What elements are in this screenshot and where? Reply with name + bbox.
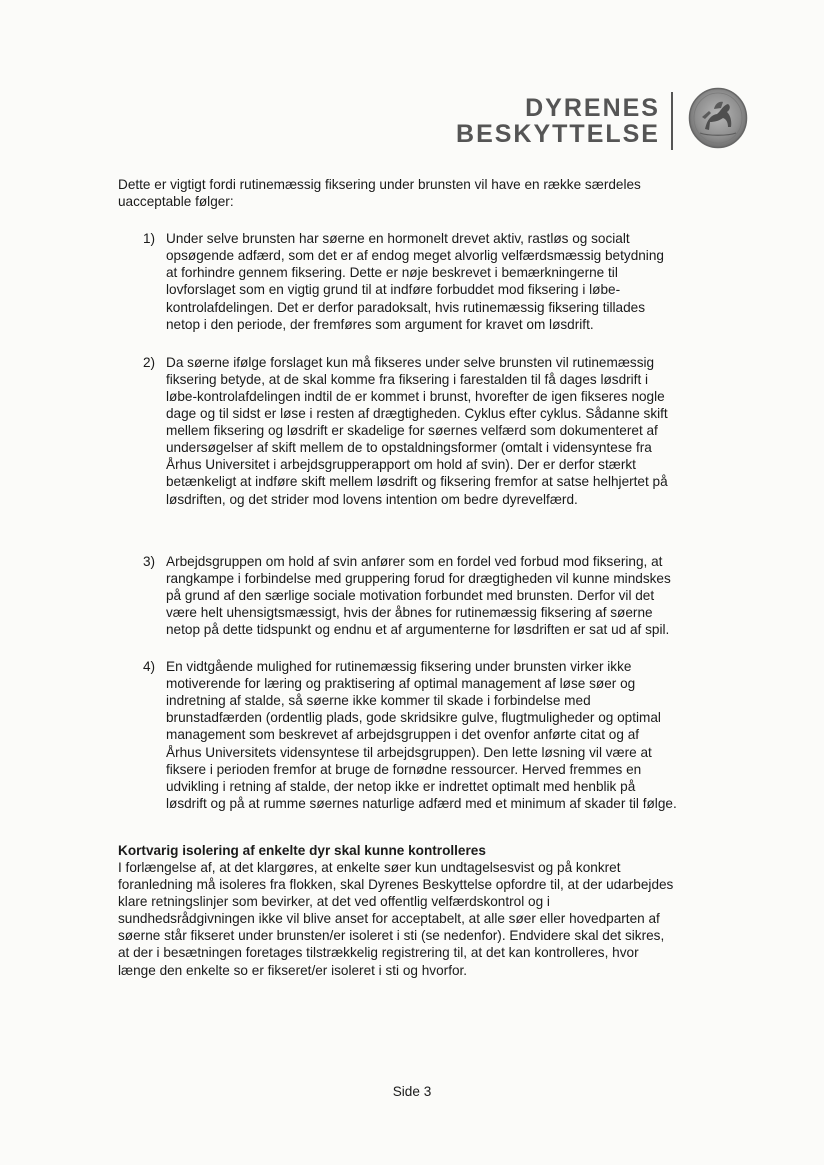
list-item-number: 3) <box>143 553 156 569</box>
logo-line-2: BESKYTTELSE <box>456 120 660 148</box>
list-item-text: Da søerne ifølge forslaget kun må fikseres under selve brunsten vil rutinemæssig fiksering betyde, at de skal komme fra fiksering i farestalden til få dages løsdrift i løbe-kontrolafdelingen indtil de er kommet i brunst, hvorefter de igen fikseres nogle dage og til sidst er løse i resten af drægtigheden. Cyklus efter cyklus. Sådanne skift mellem fiksering og løsdrift er skadelige for søernes velfærd som dokumenteret af undersøgelser af skift mellem de to opstaldningsformer (omtalt i vidensyntese fra Århus Universitet i arbejdsgrupperapport om hold af svin). Der er derfor stærkt betænkeligt at indføre skift mellem løsdrift og fiksering fremfor at satse helhjertet på løsdriften, og det strider mod lovens intention om bedre dyrevelfærd. <box>166 354 668 507</box>
section-body-paragraph: I forlængelse af, at det klargøres, at enkelte søer kun undtagelsesvist og på konkret foranledning må isoleres fra flokken, skal Dyrenes Beskyttelse opfordre til, at der udarbejdes klare retningslinjer som bevirker, at det ved offentlig velfærdskontrol og i sundhedsrådgivningen ikke vil blive anset for acceptabelt, at alle søer eller hovedparten af søerne står fikseret under brunsten/er isoleret i sti (se nedenfor). Endvidere skal det sikres, at der i besætningen foretages tilstrækkelig registrering til, at det kan kontrolleres, hvor længe den enkelte so er fikseret/er isoleret i sti og hvorfor. <box>118 860 674 978</box>
intro-paragraph: Dette er vigtigt fordi rutinemæssig fiksering under brunsten vil have en række særdeles uacceptable følger: <box>118 177 641 210</box>
list-item <box>118 230 678 333</box>
list-item-text: Under selve brunsten har søerne en hormonelt drevet aktiv, rastløs og socialt opsøgende adfærd, som det er af endog meget alvorlig velfærdsmæssig betydning at forhindre gennem fiksering. Dette er nøje beskrevet i bemærkningerne til lovforslaget som en vigtig grund til at indføre forbuddet mod fiksering i løbe-kontrolafdelingen. Det er derfor paradoksalt, hvis rutinemæssig fiksering tillades netop i den periode, der fremføres som argument for kravet om løsdrift. <box>166 231 664 332</box>
list-item <box>118 354 678 508</box>
list-item-number: 2) <box>143 354 156 370</box>
list-item-text: Arbejdsgruppen om hold af svin anfører som en fordel ved forbud mod fiksering, at rangkampe i forbindelse med gruppering forud for drægtigheden vil kunne mindskes på grund af den særlige sociale motivation forbundet med brunsten. Derfor vil det være helt uhensigtsmæssigt, hvis der åbnes for rutinemæssig fiksering af søerne netop på dette tidspunkt og endnu et af argumenterne for løsdriften er sat ud af spil. <box>166 553 671 637</box>
logo-divider <box>671 92 673 150</box>
section-heading: Kortvarig isolering af enkelte dyr skal kunne kontrolleres <box>118 842 486 858</box>
logo-line-1: DYRENES <box>525 94 660 122</box>
list-item <box>118 658 678 812</box>
page-number: Side 3 <box>392 1084 432 1099</box>
letter-content <box>118 176 678 979</box>
list-item-number: 4) <box>143 659 156 675</box>
list-item <box>118 553 678 638</box>
numbered-points-list <box>118 230 678 812</box>
list-item-number: 1) <box>143 231 156 247</box>
list-item-text: En vidtgående mulighed for rutinemæssig fiksering under brunsten virker ikke motiverende for læring og praktisering af optimal management af løse søer og indretning af stalde, så søerne ikke kommer til skade i forbindelse med brunstadfærden (ordentlig plads, gode skridsikre gulve, flugtmuligheder og optimal management som beskrevet af arbejdsgruppen i det ovenfor anførte citat og af Århus Universitets vidensyntese til arbejdsgruppen). Den lette løsning vil være at fiksere i perioden fremfor at bruge de fornødne ressourcer. Herved fremmes en udvikling i retning af stalde, der netop ikke er indrettet optimalt med henblik på løsdrift og på at rumme søernes naturlige adfærd med et minimum af skader til følge. <box>166 659 677 811</box>
organization-seal-icon <box>688 87 748 149</box>
organization-logo-text <box>450 95 660 147</box>
